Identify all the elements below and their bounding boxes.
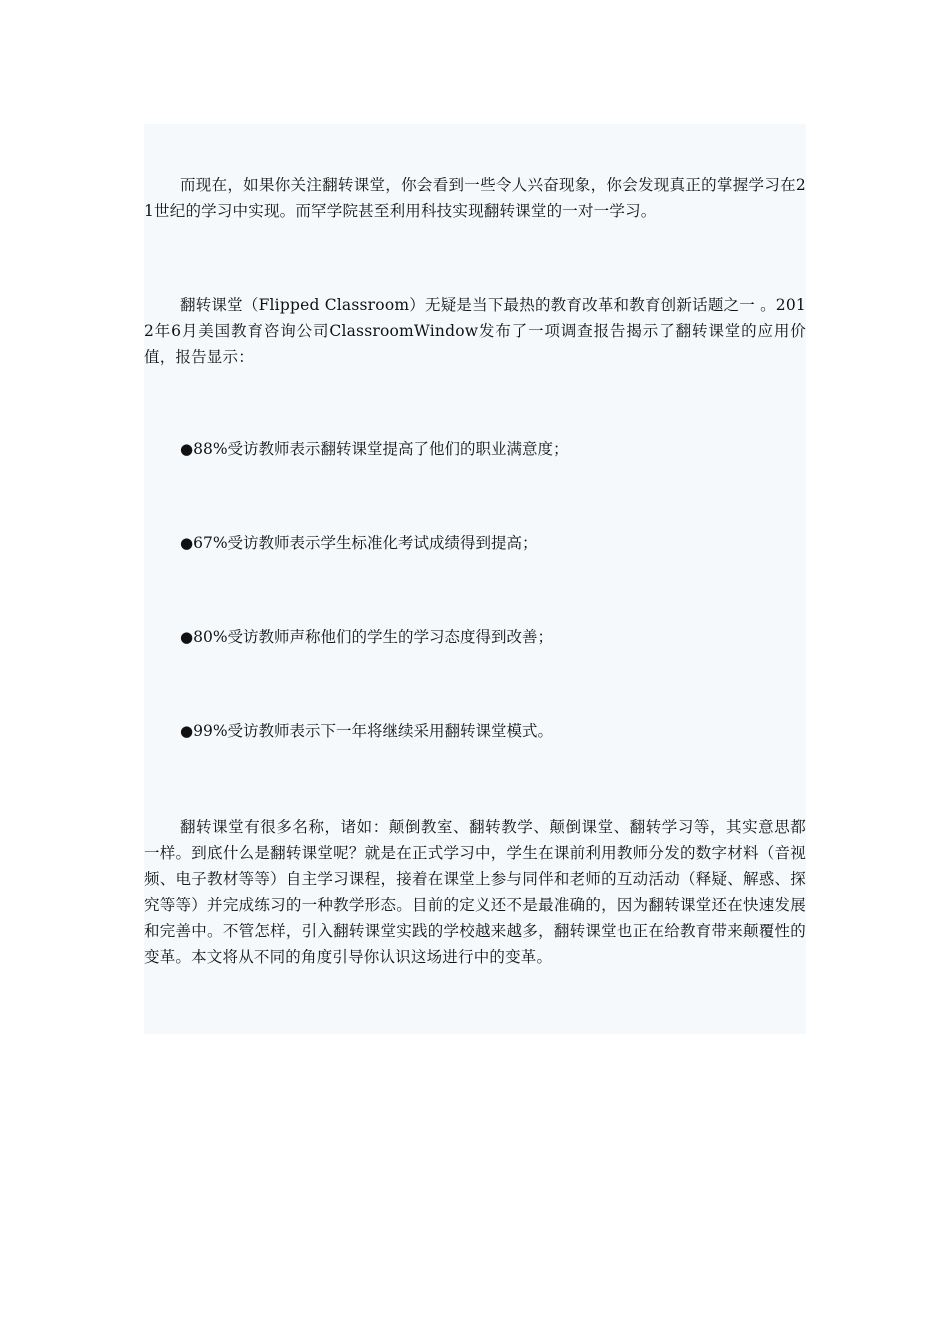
bullet-item-satisfaction — [180, 436, 569, 462]
bullet-text: 80%受访教师声称他们的学生的学习态度得到改善； — [193, 628, 554, 646]
bullet-item-continue — [180, 718, 553, 744]
bullet-dot-icon: ● — [180, 440, 194, 458]
bullet-dot-icon: ● — [180, 722, 194, 740]
bullet-text: 88%受访教师表示翻转课堂提高了他们的职业满意度； — [193, 440, 569, 458]
survey-paragraph: 翻转课堂（Flipped Classroom）无疑是当下最热的教育改革和教育创新话题之一 。2012年6月美国教育咨询公司ClassroomWindow发布了一项调查报告揭示了翻转课堂的应用价值，报告显示： — [144, 296, 806, 366]
bullet-text: 99%受访教师表示下一年将继续采用翻转课堂模式。 — [193, 722, 554, 740]
definition-paragraph: 翻转课堂有很多名称，诸如：颠倒教室、翻转教学、颠倒课堂、翻转学习等，其实意思都一样。到底什么是翻转课堂呢？就是在正式学习中，学生在课前利用教师分发的数字材料（音视频、电子教材等等）自主学习课程，接着在课堂上参与同伴和老师的互动活动（释疑、解惑、探究等等）并完成练习的一种教学形态。目前的定义还不是最准确的，因为翻转课堂还在快速发展和完善中。不管怎样，引入翻转课堂实践的学校越来越多，翻转课堂也正在给教育带来颠覆性的变革。本文将从不同的角度引导你认识这场进行中的变革。 — [144, 818, 806, 966]
bullet-item-attitude — [180, 624, 553, 650]
bullet-dot-icon: ● — [180, 628, 194, 646]
bullet-text: 67%受访教师表示学生标准化考试成绩得到提高； — [193, 534, 538, 552]
bullet-dot-icon: ● — [180, 534, 194, 552]
intro-paragraph: 而现在，如果你关注翻转课堂，你会看到一些令人兴奋现象，你会发现真正的掌握学习在21世纪的学习中实现。而罕学院甚至利用科技实现翻转课堂的一对一学习。 — [144, 176, 806, 220]
document-body — [144, 124, 806, 1034]
bullet-item-test-scores — [180, 530, 538, 556]
